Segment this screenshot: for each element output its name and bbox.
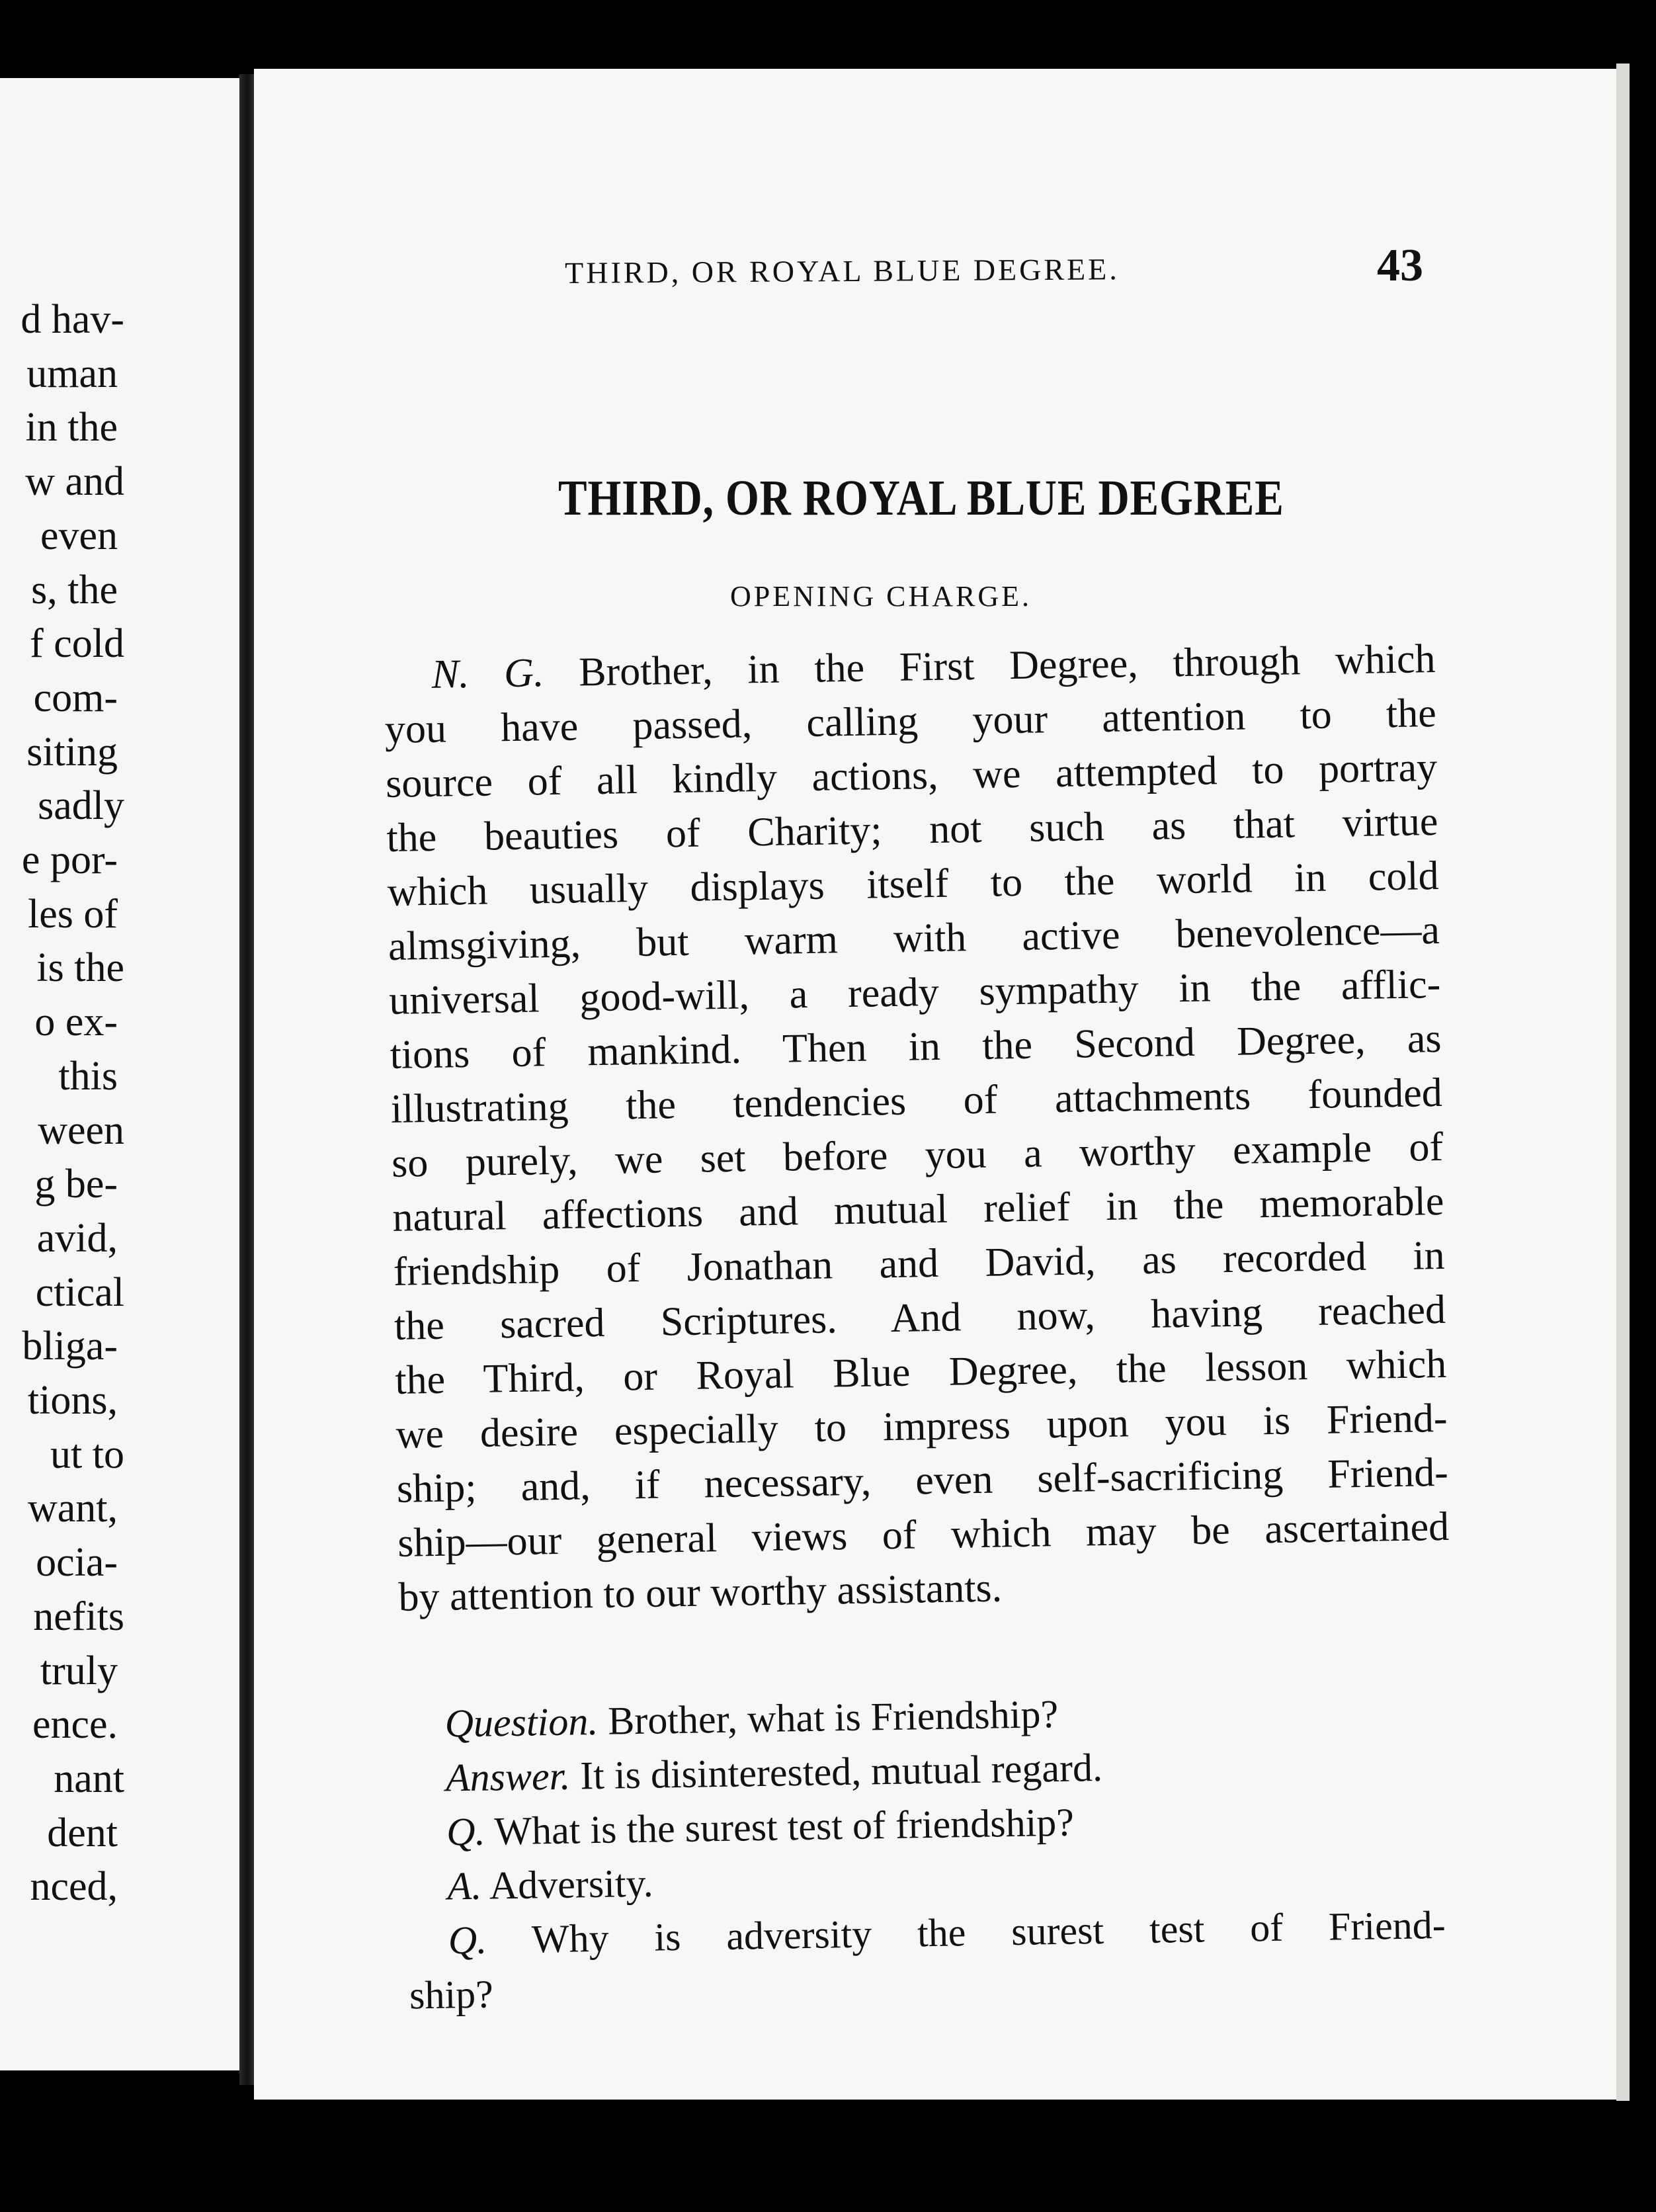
body-paragraph [384, 632, 1450, 1625]
left-page [0, 78, 250, 2070]
left-page-line: s, the [31, 567, 118, 613]
paragraph-line-text: Brother, in the First Degree, through which [578, 636, 1436, 695]
paragraph-line: by attention to our worthy assistants. [398, 1565, 1003, 1620]
qa-text: It is disinterested, mutual regard. [579, 1745, 1103, 1798]
left-page-line: sadly [38, 783, 124, 829]
left-page-line: d hav- [21, 297, 124, 342]
paragraph-line: which usually displays itself to the world in cold [387, 853, 1440, 915]
left-page-line: les of [27, 891, 118, 937]
left-page-line: ut to [50, 1431, 124, 1477]
paragraph-line: universal good-will, a ready sympathy in the afflic- [388, 961, 1441, 1023]
left-page-line: ween [38, 1107, 124, 1153]
page-number: 43 [1377, 240, 1423, 291]
left-page-line: ctical [35, 1269, 124, 1315]
paragraph-line: so purely, we set before you a worthy example of [391, 1124, 1444, 1186]
left-page-line: w and [25, 459, 124, 505]
paragraph-line: the Third, or Royal Blue Degree, the lesson which [394, 1341, 1447, 1403]
left-page-line: ocia- [36, 1540, 118, 1586]
paragraph-line: the sacred Scriptures. And now, having reached [393, 1287, 1446, 1349]
qa-text: Adversity. [489, 1861, 654, 1908]
left-page-line: is the [36, 945, 124, 991]
left-page-line: nced, [30, 1864, 118, 1910]
paragraph-line: you have passed, calling your attention to the [384, 691, 1437, 752]
qa-text: What is the surest test of friendship? [493, 1800, 1075, 1853]
paragraph-line: source of all kindly actions, we attempted to portray [385, 745, 1438, 806]
left-page-line: nefits [33, 1594, 124, 1639]
page-edge [1616, 64, 1630, 2101]
running-head: THIRD, OR ROYAL BLUE DEGREE. [565, 252, 1120, 290]
left-page-line: siting [26, 729, 118, 775]
left-page-line: truly [40, 1648, 118, 1693]
left-page-line: tions, [27, 1378, 118, 1423]
paragraph-line: the beauties of Charity; not such as that virtue [386, 798, 1438, 861]
speaker-label: N. G. [431, 650, 545, 697]
qa-text: Brother, what is Friendship? [607, 1691, 1059, 1743]
left-page-line: bliga- [22, 1324, 118, 1369]
paragraph-line: friendship of Jonathan and David, as recorded in [393, 1232, 1446, 1295]
section-heading: OPENING CHARGE. [730, 580, 1032, 613]
left-page-line: this [58, 1053, 118, 1099]
paragraph-line: illustrating the tendencies of attachments founded [390, 1070, 1443, 1132]
paragraph-line: natural affections and mutual relief in the memorable [392, 1178, 1444, 1240]
paragraph-line: ship; and, if necessary, even self-sacrificing Friend- [396, 1449, 1449, 1511]
left-page-line: want, [27, 1486, 118, 1531]
left-page-line: g be- [34, 1162, 118, 1207]
left-page-line: dent [47, 1810, 118, 1855]
left-page-line: even [40, 513, 118, 558]
catechism-block [384, 1681, 1447, 2023]
left-page-line: f cold [30, 621, 124, 667]
left-page-line: in the [25, 405, 118, 450]
qa-label: Q. [446, 1809, 486, 1854]
left-page-line: uman [26, 351, 118, 396]
qa-text: Why is adversity the surest test of Friend- [531, 1902, 1446, 1961]
qa-label: Answer. [445, 1754, 571, 1800]
paragraph-line: we desire especially to impress upon you is Friend- [395, 1395, 1448, 1457]
left-page-line: nant [54, 1756, 124, 1801]
left-page-line: e por- [21, 837, 118, 882]
final-line: ship? [409, 1972, 494, 2018]
paragraph-line: tions of mankind. Then in the Second Degree, as [390, 1015, 1442, 1078]
right-page [254, 69, 1616, 2100]
chapter-title: THIRD, OR ROYAL BLUE DEGREE [558, 470, 1284, 526]
qa-label: A. [446, 1863, 482, 1908]
left-page-line: ence. [32, 1702, 118, 1748]
left-page-line: com- [33, 675, 118, 720]
qa-label: Q. [448, 1918, 487, 1963]
paragraph-line: ship—our general views of which may be ascertained [397, 1504, 1450, 1566]
paragraph-line: almsgiving, but warm with active benevolence—a [388, 907, 1440, 969]
left-page-line: avid, [36, 1215, 118, 1261]
scan-speck [643, 42, 655, 50]
left-page-line: o ex- [34, 1000, 118, 1045]
scan-speck [378, 53, 393, 64]
qa-label: Question. [444, 1699, 599, 1746]
